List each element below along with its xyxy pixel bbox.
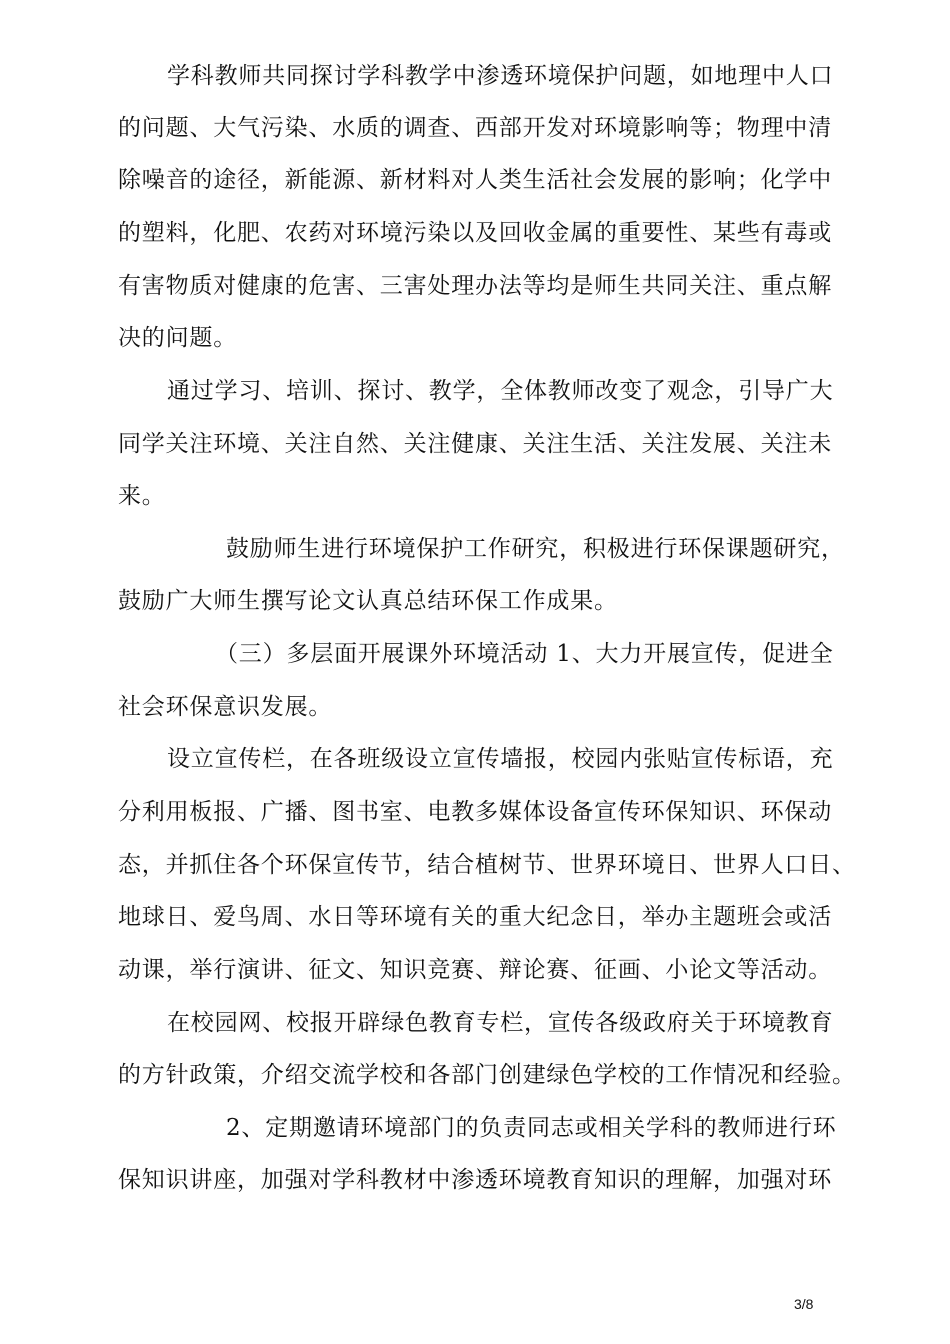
paragraph-5-line-1: 设立宣传栏，在各班级设立宣传墙报，校园内张贴宣传标语，充 [167, 746, 834, 772]
paragraph-6-line-2: 的方针政策，介绍交流学校和各部门创建绿色学校的工作情况和经验。 [118, 1062, 856, 1088]
paragraph-4-line-1: （三）多层面开展课外环境活动 1、大力开展宣传，促进全 [215, 641, 834, 667]
paragraph-3-line-2: 鼓励广大师生撰写论文认真总结环保工作成果。 [118, 588, 618, 614]
paragraph-2-line-2: 同学关注环境、关注自然、关注健康、关注生活、关注发展、关注未 [118, 431, 832, 457]
paragraph-2-line-1: 通过学习、培训、探讨、教学，全体教师改变了观念，引导广大 [167, 378, 834, 404]
paragraph-7-line-2: 保知识讲座，加强对学科教材中渗透环境教育知识的理解，加强对环 [118, 1167, 832, 1193]
paragraph-7-line-1: 2、定期邀请环境部门的负责同志或相关学科的教师进行环 [226, 1115, 837, 1141]
paragraph-1-line-4: 的塑料，化肥、农药对环境污染以及回收金属的重要性、某些有毒或 [118, 220, 832, 246]
paragraph-5-line-5: 动课，举行演讲、征文、知识竞赛、辩论赛、征画、小论文等活动。 [118, 957, 832, 983]
paragraph-5-line-3: 态，并抓住各个环保宣传节，结合植树节、世界环境日、世界人口日、 [118, 852, 856, 878]
paragraph-1-line-3: 除噪音的途径，新能源、新材料对人类生活社会发展的影响；化学中 [118, 167, 832, 193]
page-number: 3/8 [794, 1296, 814, 1312]
paragraph-1-line-5: 有害物质对健康的危害、三害处理办法等均是师生共同关注、重点解 [118, 273, 832, 299]
paragraph-1-line-6: 决的问题。 [118, 325, 237, 351]
paragraph-1-line-2: 的问题、大气污染、水质的调查、西部开发对环境影响等；物理中清 [118, 115, 832, 141]
paragraph-6-line-1: 在校园网、校报开辟绿色教育专栏，宣传各级政府关于环境教育 [167, 1010, 834, 1036]
paragraph-2-line-3: 来。 [118, 483, 166, 509]
paragraph-1-line-1: 学科教师共同探讨学科教学中渗透环境保护问题，如地理中人口 [167, 63, 834, 89]
paragraph-5-line-4: 地球日、爱鸟周、水日等环境有关的重大纪念日，举办主题班会或活 [118, 904, 832, 930]
paragraph-3-line-1: 鼓励师生进行环境保护工作研究，积极进行环保课题研究， [226, 536, 845, 562]
paragraph-4-line-2: 社会环保意识发展。 [118, 694, 333, 720]
paragraph-5-line-2: 分利用板报、广播、图书室、电教多媒体设备宣传环保知识、环保动 [118, 799, 832, 825]
